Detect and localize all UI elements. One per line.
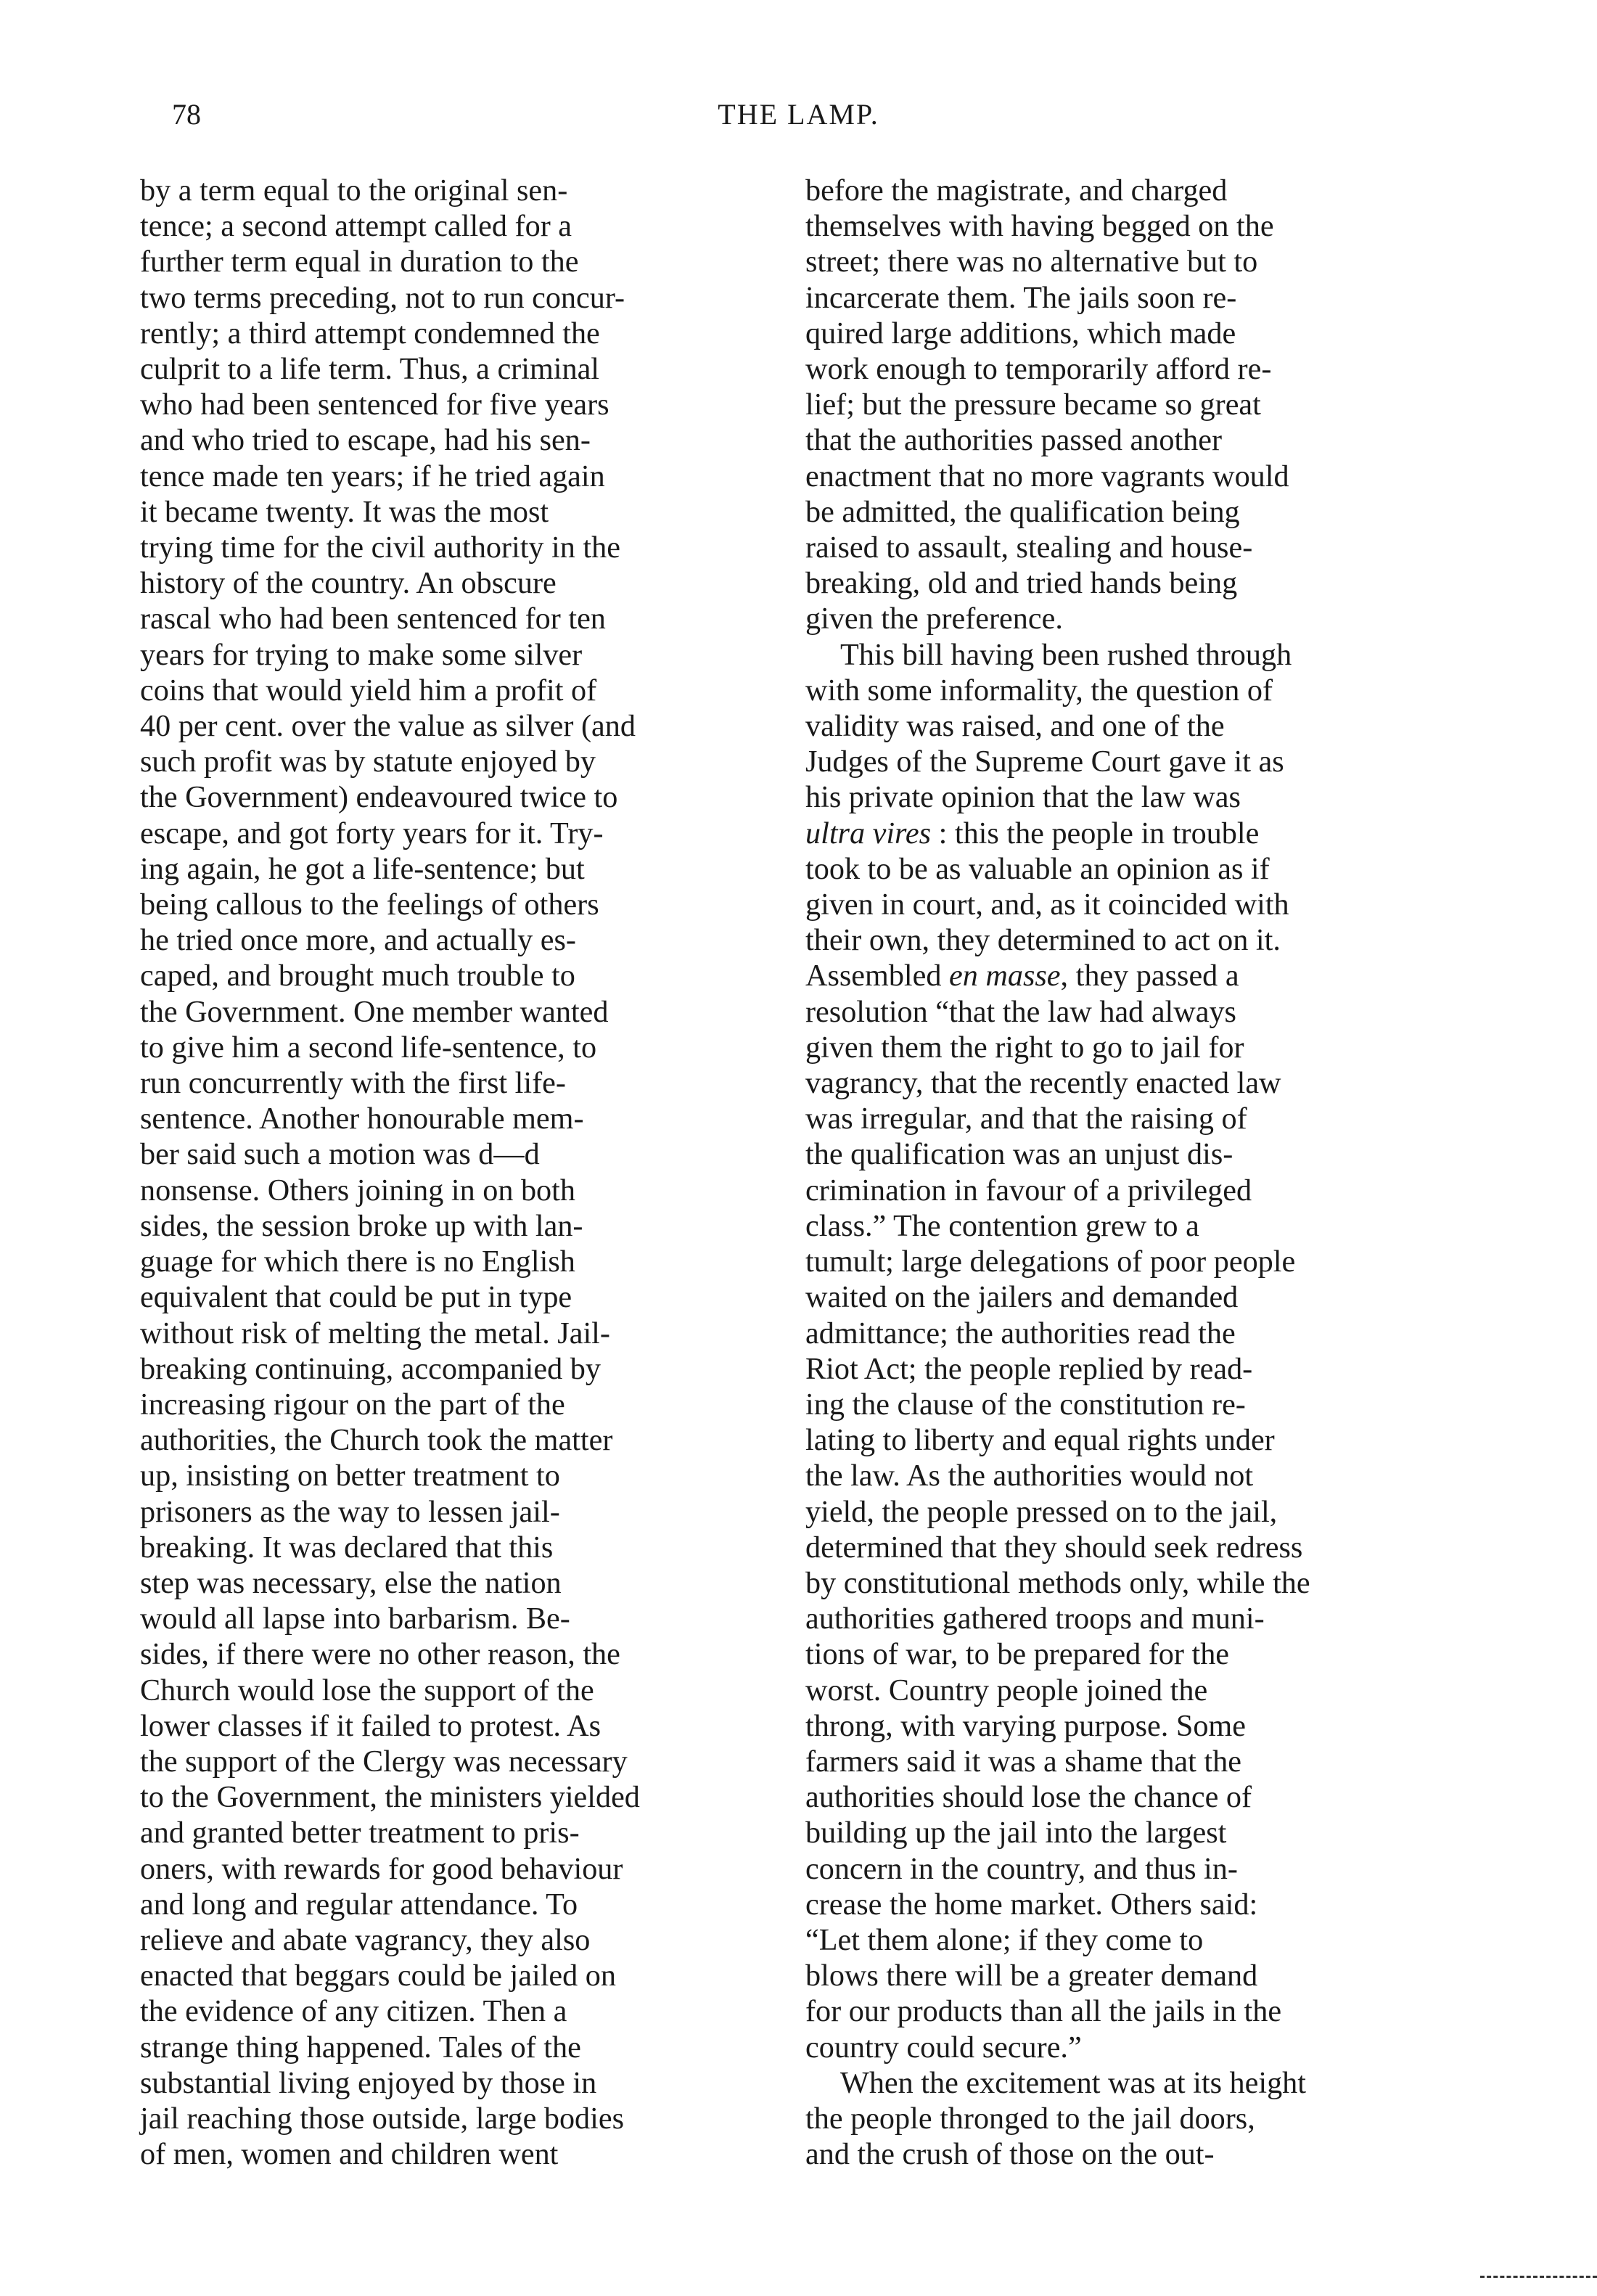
right-paragraph-2-part-a: This bill having been rushed through with some informality, the question of validity was raised, and one of the Judges of the Supreme Court gave it as his private opinion that the law was [805,637,1292,815]
running-title: THE LAMP. [718,98,879,131]
right-paragraph-2-part-b: : this the people in trouble took to be as valuable an opinion as if given in court, and, as it coincided with their own, they determined to act on it. Assembled [805,816,1289,993]
right-paragraph-1: before the magistrate, and charged themselves with having begged on the street; there was no alternative but to incarcerate them. The jails soon re- quired large additions, which made work enough to temporarily afford re- lief; but the pressure became so great that the authorities passed another enactment that no more vagrants would be admitted, the qualification being raised to assault, stealing and house- breaking, old and tried hands being given the preference. [805,173,1289,636]
left-paragraph-1: by a term equal to the original sen- tence; a second attempt called for a further term equal in duration to the two terms preceding, not to run concur- rently; a third attempt condemned the culprit to a life term. Thus, a criminal who had been sentenced for five years and who tried to escape, had his sen- tence made ten years; if he tried again it became twenty. It was the most trying time for the civil authority in the history of the country. An obscure rascal who had been sentenced for ten years for trying to make some silver coins that would yield him a profit of 40 per cent. over the value as silver (and such profit was by statute enjoyed by the Government) endeavoured twice to escape, and got forty years for it. Try- ing again, he got a life-sentence; but being callous to the feelings of others he tried once more, and actually es- caped, and brought much trouble to the Government. One member wanted to give him a second life-sentence, to run concurrently with the first life- sentence. Another honourable mem- ber said such a motion was d—d nonsense. Others joining in on both sides, the session broke up with lan- guage for which there is no English equivalent that could be put in type without risk of melting the metal. Jail- breaking continuing, accompanied by increasing rigour on the part of the authorities, the Church took the matter up, insisting on better treatment to prisoners as the way to lessen jail- breaking. It was declared that this step was necessary, else the nation would all lapse into barbarism. Be- sides, if there were no other reason, the Church would lose the support of the lower classes if it failed to protest. As the support of the Clergy was necessary to the Government, the ministers yielded and granted better treatment to pris- oners, with rewards for good behaviour and long and regular attendance. To relieve and abate vagrancy, they also enacted that beggars could be jailed on the evidence of any citizen. Then a strange thing happened. Tales of the substantial living enjoyed by those in jail reaching those outside, large bodies of men, women and children went [140,173,640,2172]
ultra-vires-phrase: ultra vires [805,816,932,850]
right-paragraph-2-part-c: , they passed a resolution “that the law had always given them the right to go to jail for vagrancy, that the recently enacted law was irregular, and that the raising of the qualification was an unjust dis- crimination in favour of a privileged class.” The contention grew to a tumult; large delegations of poor people waited on the jailers and demanded admittance; the authorities read the Riot Act; the people replied by read- ing the clause of the constitution re- lating to liberty and equal rights under the law. As the authorities would not yield, the people pressed on to the jail, determined that they should seek redress by constitutional methods only, while the authorities gathered troops and muni- tions of war, to be prepared for the worst. Country people joined the throng, with varying purpose. Some farmers said it was a shame that the authorities should lose the chance of building up the jail into the largest concern in the country, and thus in- crease the home market. Others said: “Let them alone; if they come to blows there will be a greater demand for our products than all the jails in the country could secure.” [805,959,1310,2065]
right-column [805,173,1419,2172]
page-edge-rule [1480,2276,1597,2278]
running-head [0,93,1597,136]
en-masse-phrase: en masse [949,959,1061,993]
right-paragraph-3: When the excitement was at its height the people thronged to the jail doors, and the crush of those on the out- [805,2065,1306,2172]
right-paragraph-2 [805,637,1419,2065]
page-number: 78 [172,98,201,131]
left-column [140,173,753,2172]
